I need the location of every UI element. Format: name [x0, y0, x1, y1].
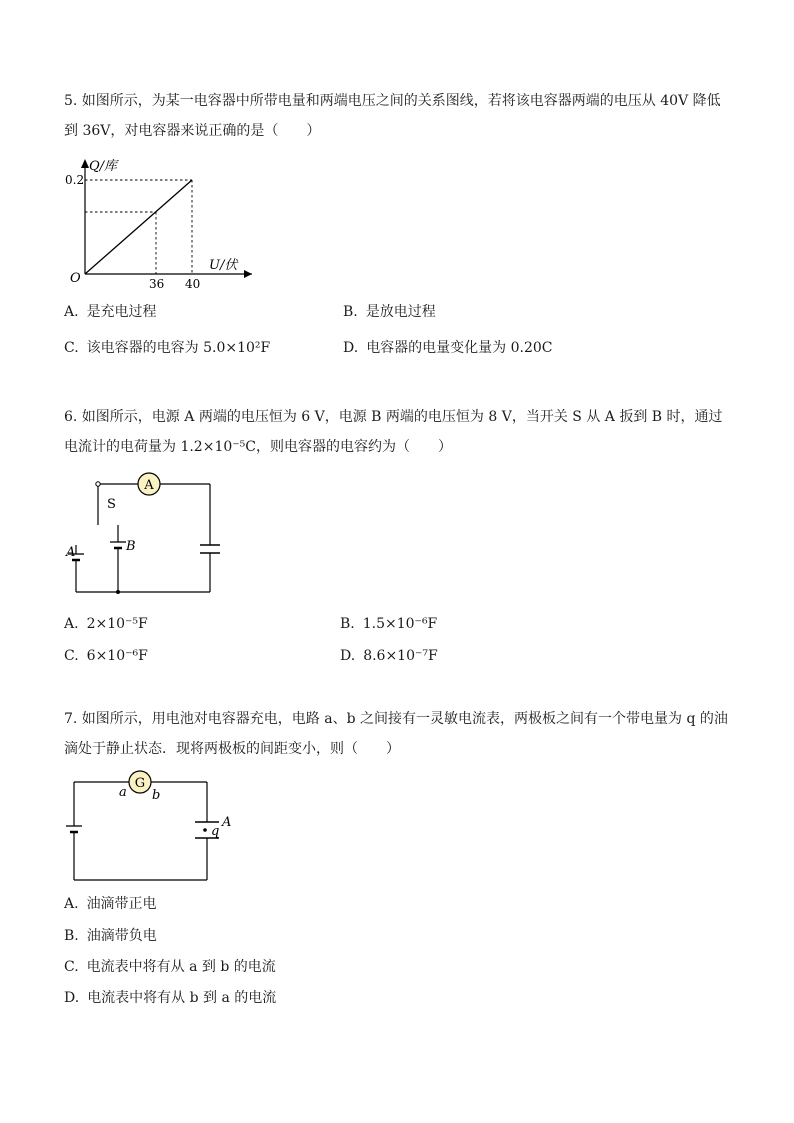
- q5-x-arrow: [244, 270, 252, 278]
- q7-option-b[interactable]: B. 油滴带负电: [64, 928, 157, 944]
- q6-source-a-label: A: [66, 545, 76, 560]
- q5-option-b[interactable]: B. 是放电过程: [343, 304, 436, 320]
- q5-x-tick-40: 40: [185, 277, 201, 291]
- q6-stem: 6. 如图所示，电源 A 两端的电压恒为 6 V，电源 B 两端的电压恒为 8 V，当开关 S 从 A 扳到 B 时，通过电流计的电荷量为 1.2×10⁻⁵C，则电容器的电容约为（ ）: [64, 409, 723, 455]
- q7-option-a[interactable]: A. 油滴带正电: [64, 896, 157, 912]
- q5-y-label: Q/库: [89, 159, 118, 174]
- q6-source-b-label: B: [126, 539, 136, 554]
- q7-plate-label: A: [222, 815, 232, 830]
- q5-stem: 5. 如图所示，为某一电容器中所带电量和两端电压之间的关系图线，若将该电容器两端的电压从 40V 降低到 36V，对电容器来说正确的是（ ）: [64, 93, 721, 139]
- q7-oil-drop-icon: [203, 828, 207, 832]
- q7-circuit: [60, 766, 240, 890]
- q7-node-a: a: [119, 785, 127, 800]
- q6-option-d[interactable]: D. 8.6×10⁻⁷F: [340, 648, 438, 664]
- q7-charge-label: q: [211, 824, 220, 839]
- q5-option-c[interactable]: C. 该电容器的电容为 5.0×10²F: [64, 340, 271, 356]
- q5-qu-graph: [58, 155, 258, 295]
- q7-option-d[interactable]: D. 电流表中将有从 b 到 a 的电流: [64, 990, 277, 1006]
- q7-stem: 7. 如图所示，用电池对电容器充电，电路 a、b 之间接有一灵敏电流表，两极板之间有一个带电量为 q 的油滴处于静止状态．现将两极板的间距变小，则（ ）: [64, 711, 728, 757]
- q5-x-label: U/伏: [209, 258, 238, 273]
- q6-option-c[interactable]: C. 6×10⁻⁶F: [64, 648, 148, 664]
- q7-node-b: b: [152, 788, 161, 803]
- q5-y-tick: 0.2: [65, 173, 85, 187]
- q6-meter-label: A: [144, 478, 154, 493]
- q5-x-tick-36: 36: [149, 277, 165, 291]
- q6-option-b[interactable]: B. 1.5×10⁻⁶F: [340, 616, 438, 632]
- q5-option-d[interactable]: D. 电容器的电量变化量为 0.20C: [343, 340, 553, 356]
- q7-option-c[interactable]: C. 电流表中将有从 a 到 b 的电流: [64, 959, 276, 975]
- q6-switch-label: S: [107, 497, 116, 512]
- q5-origin: O: [70, 271, 81, 286]
- q5-y-arrow: [81, 159, 89, 168]
- q6-option-a[interactable]: A. 2×10⁻⁵F: [64, 616, 148, 632]
- q6-circuit: [58, 468, 228, 607]
- q7-meter-label: G: [134, 776, 146, 791]
- q5-option-a[interactable]: A. 是充电过程: [64, 304, 157, 320]
- q5-qu-line: [85, 180, 192, 274]
